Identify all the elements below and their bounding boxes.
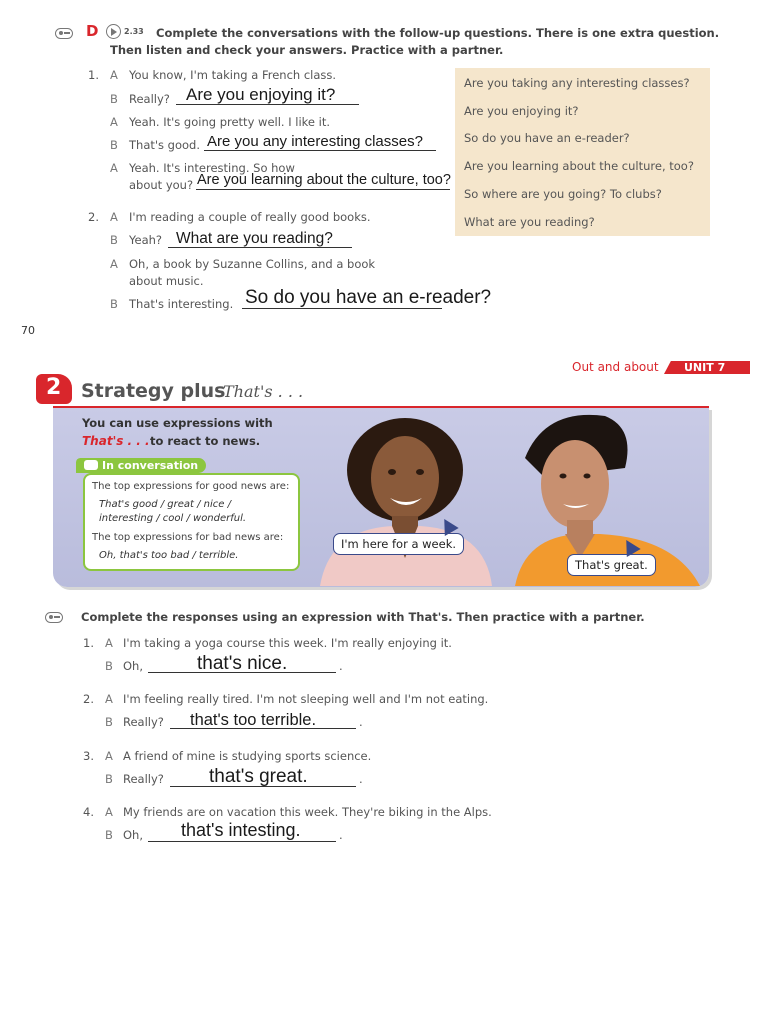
- answer-blank-line: [148, 841, 336, 842]
- follow-up-questions-box: [455, 68, 710, 236]
- exercise-d-instruction-1: Complete the conversations with the follow-up questions. There is one extra question.: [156, 26, 720, 40]
- speaker-label: A: [110, 161, 118, 175]
- speech-bubble-woman: I'm here for a week.: [333, 533, 464, 555]
- audio-track-number: 2.33: [124, 27, 144, 36]
- dialogue-line: I'm reading a couple of really good books.: [129, 210, 371, 224]
- dialogue-line: Yeah. It's going pretty well. I like it.: [129, 115, 330, 129]
- bad-news-expressions: Oh, that's too bad / terrible.: [99, 550, 239, 561]
- speaker-label: A: [110, 115, 118, 129]
- unit-label: UNIT 7: [684, 361, 726, 374]
- dialogue-line: That's interesting.: [129, 297, 234, 311]
- good-news-expressions-2: interesting / cool / wonderful.: [99, 513, 247, 524]
- dialogue-line: about music.: [129, 274, 204, 288]
- question-option: Are you learning about the culture, too?: [464, 159, 694, 173]
- question-option: So do you have an e-reader?: [464, 131, 630, 145]
- speech-icon: [84, 460, 98, 470]
- exercise-d-instruction-2: Then listen and check your answers. Practice with a partner.: [110, 43, 504, 57]
- exercise-letter: D: [86, 22, 99, 40]
- speaker-label: A: [110, 257, 118, 271]
- dialogue-line: My friends are on vacation this week. They're biking in the Alps.: [123, 805, 492, 819]
- answer-blank-line: [196, 189, 450, 190]
- in-conversation-tab: [76, 458, 206, 473]
- woman-photo: [300, 408, 500, 586]
- period: .: [339, 659, 343, 673]
- dialogue-line: That's good.: [129, 138, 201, 152]
- answer-input[interactable]: Are you learning about the culture, too?: [197, 172, 451, 188]
- answer-input[interactable]: What are you reading?: [176, 230, 333, 247]
- speaker-label: B: [105, 659, 113, 673]
- answer-input[interactable]: Are you any interesting classes?: [207, 133, 423, 150]
- period: .: [359, 715, 363, 729]
- speaker-label: B: [110, 297, 118, 311]
- speaker-label: A: [110, 210, 118, 224]
- strategy-intro-1: You can use expressions with: [82, 416, 273, 430]
- speaker-label: A: [105, 636, 113, 650]
- answer-input[interactable]: that's too terrible.: [190, 711, 317, 729]
- dialogue-line: A friend of mine is studying sports science.: [123, 749, 372, 763]
- period: .: [339, 828, 343, 842]
- speaker-label: B: [110, 92, 118, 106]
- item-number: 2.: [83, 692, 94, 706]
- in-conversation-label: In conversation: [102, 459, 199, 472]
- dialogue-line: I'm feeling really tired. I'm not sleeping well and I'm not eating.: [123, 692, 489, 706]
- bad-news-heading: The top expressions for bad news are:: [92, 532, 284, 543]
- strategy-title: Strategy plus: [81, 380, 226, 402]
- answer-key-icon: [45, 612, 63, 623]
- speaker-label: B: [105, 772, 113, 786]
- dialogue-line: You know, I'm taking a French class.: [129, 68, 337, 82]
- question-option: Are you taking any interesting classes?: [464, 76, 690, 90]
- section-number: 2: [46, 375, 62, 400]
- speaker-label: A: [110, 68, 118, 82]
- answer-input[interactable]: that's great.: [209, 766, 308, 787]
- answer-input[interactable]: So do you have an e-reader?: [245, 287, 492, 308]
- period: .: [359, 772, 363, 786]
- strategy-subtitle: That's . . .: [223, 382, 304, 401]
- section-title: Out and about: [572, 360, 659, 374]
- speaker-label: B: [105, 715, 113, 729]
- strategy-intro-emph: That's . . .: [82, 434, 150, 448]
- speaker-label: A: [105, 692, 113, 706]
- dialogue-line: Oh, a book by Suzanne Collins, and a book: [129, 257, 376, 271]
- speaker-label: B: [110, 233, 118, 247]
- answer-blank-line: [204, 150, 436, 151]
- answer-input[interactable]: Are you enjoying it?: [186, 85, 336, 104]
- speaker-label: A: [105, 749, 113, 763]
- good-news-expressions-1: That's good / great / nice /: [99, 499, 231, 510]
- exercise-2-instruction: Complete the responses using an expression with That's. Then practice with a partner.: [81, 610, 645, 624]
- strategy-intro-2: to react to news.: [150, 434, 261, 448]
- response-prefix: Really?: [123, 772, 164, 786]
- response-prefix: Oh,: [123, 659, 143, 673]
- response-prefix: Oh,: [123, 828, 143, 842]
- question-option: What are you reading?: [464, 215, 595, 229]
- dialogue-line: about you?: [129, 178, 194, 192]
- dialogue-line: I'm taking a yoga course this week. I'm really enjoying it.: [123, 636, 452, 650]
- response-prefix: Really?: [123, 715, 164, 729]
- dialogue-line: Really?: [129, 92, 170, 106]
- speaker-label: A: [105, 805, 113, 819]
- audio-play-icon[interactable]: [106, 24, 121, 39]
- speaker-label: B: [110, 138, 118, 152]
- answer-input[interactable]: that's intesting.: [181, 820, 301, 840]
- conversation-number: 1.: [88, 68, 99, 82]
- dialogue-line: Yeah. It's interesting. So how: [129, 161, 295, 175]
- question-option: Are you enjoying it?: [464, 104, 579, 118]
- item-number: 1.: [83, 636, 94, 650]
- page-number: 70: [21, 324, 35, 337]
- conversation-number: 2.: [88, 210, 99, 224]
- answer-input[interactable]: that's nice.: [197, 653, 288, 674]
- speech-bubble-man: That's great.: [567, 554, 656, 576]
- item-number: 3.: [83, 749, 94, 763]
- dialogue-line: Yeah?: [129, 233, 163, 247]
- speaker-label: B: [105, 828, 113, 842]
- answer-key-icon: [55, 28, 73, 39]
- question-option: So where are you going? To clubs?: [464, 187, 662, 201]
- good-news-heading: The top expressions for good news are:: [92, 481, 290, 492]
- item-number: 4.: [83, 805, 94, 819]
